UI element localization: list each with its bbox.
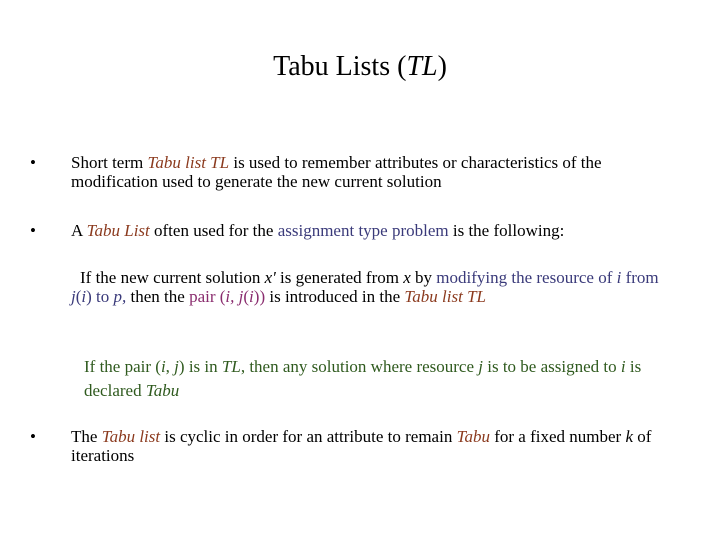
bullet-assignment [30, 221, 690, 240]
tabu-list-term: Tabu list TL [147, 153, 230, 172]
tabu-list-term: Tabu List [86, 221, 150, 240]
bullet-text: The Tabu list is cyclic in order for an attribute to remain Tabu for a fixed number k of iterations [71, 427, 652, 465]
title-abbrev: TL [406, 51, 438, 82]
bullet-dot: • [30, 153, 36, 172]
tabu-list-term: Tabu list [101, 427, 161, 446]
title-close: ) [437, 51, 447, 82]
bullet-dot: • [30, 427, 36, 446]
modification-phrase: modifying the resource of [436, 268, 617, 287]
title-text: Tabu Lists ( [273, 51, 407, 82]
paragraph-pair-rule: If the pair (i, j) is in TL, then any solution where resource j is to be assigned to i is declared Tabu [84, 357, 642, 400]
bullet-dot: • [30, 221, 36, 240]
tabu-list-term: Tabu list TL [404, 287, 486, 306]
assignment-problem-term: assignment type problem [277, 221, 449, 240]
page-title [0, 50, 720, 84]
bullet-text: A Tabu List often used for the assignment type problem is the following: [71, 221, 565, 240]
bullet-text: Short term Tabu list TL is used to remember attributes or characteristics of the modification used to generate the new current solution [71, 153, 602, 191]
tabu-term: Tabu [456, 427, 490, 446]
bullet-cyclic [30, 427, 690, 465]
pair-phrase: pair ( [189, 287, 226, 306]
tabu-term: Tabu [145, 381, 180, 400]
bullet-short-term [30, 153, 690, 191]
paragraph-new-solution: If the new current solution x' is generated from x by modifying the resource of i from j(i) to p, then the pair (i, j(i)) is introduced in the Tabu list TL [71, 268, 659, 306]
